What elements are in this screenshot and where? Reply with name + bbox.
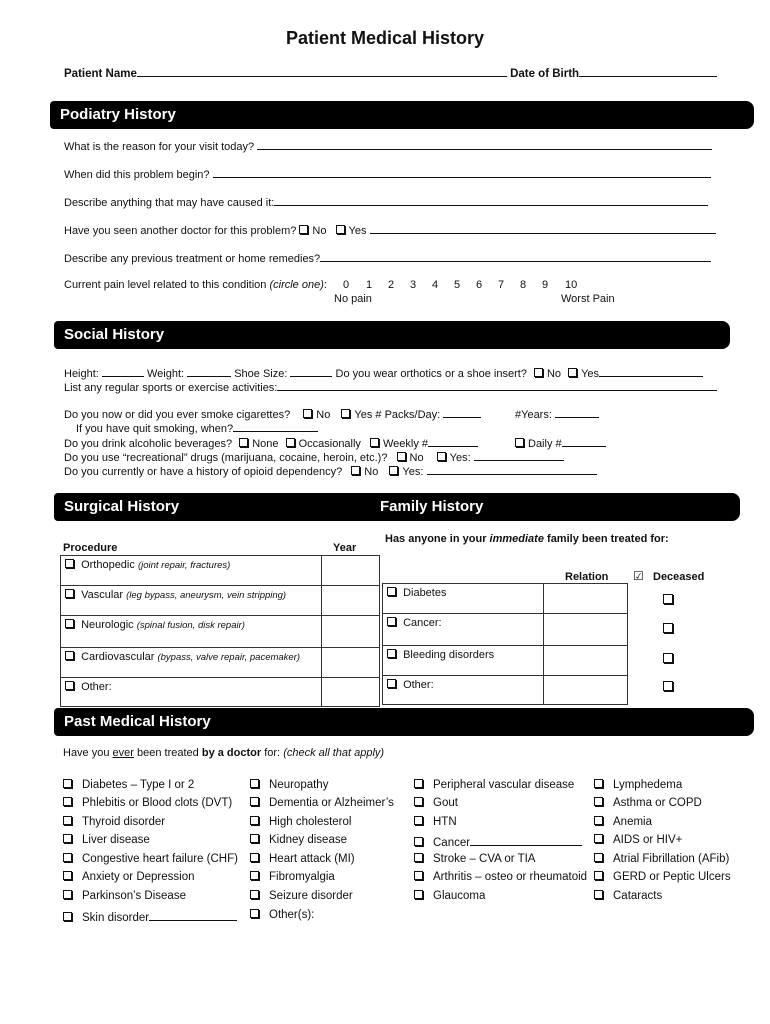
surgical-row xyxy=(61,616,380,648)
worst-pain-label: Worst Pain xyxy=(561,293,615,305)
pmh-checkbox[interactable] xyxy=(594,871,603,880)
pmh-item xyxy=(250,816,351,828)
pmh-checkbox[interactable] xyxy=(250,797,259,806)
pmh-item xyxy=(594,871,731,883)
pmh-checkbox[interactable] xyxy=(63,816,72,825)
pmh-checkbox[interactable] xyxy=(63,797,72,806)
alcohol-label: Do you drink alcoholic beverages? xyxy=(64,438,233,450)
pain-scale-2[interactable]: 2 xyxy=(388,279,395,291)
pmh-checkbox[interactable] xyxy=(594,797,603,806)
packs-field[interactable] xyxy=(443,406,481,418)
pain-scale-10[interactable]: 10 xyxy=(565,279,578,291)
surgical-hint: (bypass, valve repair, pacemaker) xyxy=(157,652,301,663)
pmh-item xyxy=(250,797,394,809)
pmh-intro: Have you ever been treated by a doctor for: (check all that apply) xyxy=(63,747,385,759)
pmh-label: HTN xyxy=(433,816,457,828)
pmh-checkbox[interactable] xyxy=(250,909,259,918)
alcohol-occasionally-checkbox[interactable] xyxy=(286,438,295,447)
pmh-item xyxy=(594,890,662,902)
pmh-checkbox[interactable] xyxy=(594,816,603,825)
alcohol-row xyxy=(64,435,478,450)
surgical-checkbox[interactable] xyxy=(65,589,74,598)
drugs-yes-checkbox[interactable] xyxy=(437,452,446,461)
surgical-year-cell[interactable] xyxy=(321,586,379,616)
pmh-checkbox[interactable] xyxy=(414,871,423,880)
pmh-label: Thyroid disorder xyxy=(82,816,166,828)
sports-label: List any regular sports or exercise activities: xyxy=(64,382,278,394)
deceased-column-header: Deceased xyxy=(653,571,705,583)
surgical-checkbox[interactable] xyxy=(65,681,74,690)
pmh-checkbox[interactable] xyxy=(594,853,603,862)
weight-field[interactable] xyxy=(187,365,231,377)
patient-name-row xyxy=(64,65,717,80)
pain-level-hint: (circle one) xyxy=(269,279,324,291)
years-label: #Years: xyxy=(515,409,552,421)
family-question: Has anyone in your immediate family been treated for: xyxy=(385,533,669,545)
family-row xyxy=(383,646,628,676)
quit-field[interactable] xyxy=(233,420,318,432)
surgical-hint: (leg bypass, aneurysm, vein stripping) xyxy=(126,590,287,601)
cause-field[interactable] xyxy=(274,194,708,206)
pmh-label: Cataracts xyxy=(613,890,663,902)
daily-row xyxy=(515,435,606,450)
other-doctor-field[interactable] xyxy=(370,222,716,234)
patient-name-label: Patient Name xyxy=(64,68,137,80)
family-relation-cell[interactable] xyxy=(543,646,627,676)
height-label: Height: xyxy=(64,368,99,380)
smoke-yes-checkbox[interactable] xyxy=(341,409,350,418)
alcohol-weekly-checkbox[interactable] xyxy=(370,438,379,447)
surgical-year-cell[interactable] xyxy=(321,616,379,648)
family-condition-cell xyxy=(383,676,544,705)
pmh-checkbox[interactable] xyxy=(63,871,72,880)
pmh-label: Anemia xyxy=(613,816,652,828)
orthotics-no-checkbox[interactable] xyxy=(534,368,543,377)
alcohol-daily-checkbox[interactable] xyxy=(515,438,524,447)
deceased-check-icon: ☑ xyxy=(633,569,644,583)
surgical-label: Neurologic xyxy=(81,619,137,631)
other-doctor-no-checkbox[interactable] xyxy=(299,225,308,234)
quit-label: If you have quit smoking, when? xyxy=(76,423,234,435)
no-label: No xyxy=(312,225,327,237)
deceased-checkbox[interactable] xyxy=(663,594,673,604)
year-column-header: Year xyxy=(333,542,357,554)
no-label: No xyxy=(316,409,331,421)
pmh-heading: Past Medical History xyxy=(54,708,754,736)
pain-scale-6[interactable]: 6 xyxy=(476,279,483,291)
yes-label: Yes xyxy=(581,368,600,380)
daily-field[interactable] xyxy=(562,435,606,447)
years-field[interactable] xyxy=(555,406,599,418)
family-label: Cancer: xyxy=(403,617,442,629)
dob-label: Date of Birth xyxy=(510,68,580,80)
pmh-item xyxy=(63,890,186,902)
visit-reason-field[interactable] xyxy=(257,138,712,150)
yes-label: Yes: xyxy=(402,466,424,478)
pmh-checkbox[interactable] xyxy=(414,837,423,846)
pmh-item xyxy=(250,779,328,791)
treatment-field[interactable] xyxy=(320,250,711,262)
pmh-checkbox[interactable] xyxy=(63,834,72,843)
family-checkbox[interactable] xyxy=(387,617,396,626)
surgical-procedure-cell xyxy=(61,678,322,707)
cause-row xyxy=(64,194,708,209)
pmh-label: Cancer xyxy=(433,837,471,849)
surgical-label: Vascular xyxy=(81,589,127,601)
pmh-item xyxy=(250,909,314,921)
pmh-label: Diabetes – Type I or 2 xyxy=(82,779,195,791)
family-relation-cell[interactable] xyxy=(543,584,627,614)
surgical-year-cell[interactable] xyxy=(321,648,379,678)
none-label: None xyxy=(252,438,279,450)
surgical-label: Orthopedic xyxy=(81,559,138,571)
pain-level-row: Current pain level related to this condition (circle one): xyxy=(64,279,327,291)
family-condition-cell xyxy=(383,646,544,676)
weight-label: Weight: xyxy=(146,368,185,380)
family-label: Diabetes xyxy=(403,587,447,599)
pain-level-label: Current pain level related to this condition xyxy=(64,279,267,291)
pmh-item xyxy=(594,834,682,846)
patient-name-field[interactable] xyxy=(137,65,507,77)
family-checkbox[interactable] xyxy=(387,649,396,658)
pmh-checkbox[interactable] xyxy=(250,853,259,862)
pmh-specify-field[interactable] xyxy=(470,834,582,846)
smoke-label: Do you now or did you ever smoke cigarettes? xyxy=(64,409,291,421)
pmh-item xyxy=(63,834,150,846)
pmh-item xyxy=(414,871,587,883)
yes-label: Yes: xyxy=(449,452,471,464)
deceased-checkbox[interactable] xyxy=(663,681,673,691)
pmh-item xyxy=(63,871,195,883)
opioid-no-checkbox[interactable] xyxy=(351,466,360,475)
cause-label: Describe anything that may have caused it: xyxy=(64,197,275,209)
measurements-row xyxy=(64,365,703,380)
pain-scale-8[interactable]: 8 xyxy=(520,279,527,291)
pmh-checkbox[interactable] xyxy=(250,834,259,843)
pmh-label: Congestive heart failure (CHF) xyxy=(82,853,238,865)
surgical-checkbox[interactable] xyxy=(65,619,74,628)
pmh-checkbox[interactable] xyxy=(414,853,423,862)
pain-scale-0[interactable]: 0 xyxy=(343,279,350,291)
pmh-checkbox[interactable] xyxy=(250,871,259,880)
treatment-label: Describe any previous treatment or home remedies? xyxy=(64,253,321,265)
surgical-procedure-cell xyxy=(61,586,322,616)
pmh-item xyxy=(250,871,335,883)
pmh-label: Parkinson’s Disease xyxy=(82,890,186,902)
drugs-field[interactable] xyxy=(474,449,564,461)
pain-scale-7[interactable]: 7 xyxy=(498,279,505,291)
pmh-item xyxy=(63,853,238,865)
drugs-row xyxy=(64,449,564,464)
weekly-label: Weekly # xyxy=(383,438,429,450)
pmh-item xyxy=(414,779,574,791)
pmh-label: Anxiety or Depression xyxy=(82,871,195,883)
opioid-row xyxy=(64,463,597,478)
orthotics-label: Do you wear orthotics or a shoe insert? xyxy=(335,368,527,380)
surgical-row xyxy=(61,678,380,707)
pmh-checkbox[interactable] xyxy=(63,890,72,899)
daily-label: Daily # xyxy=(528,438,562,450)
pmh-item xyxy=(414,797,458,809)
other-doctor-yes-checkbox[interactable] xyxy=(336,225,345,234)
family-table xyxy=(382,583,628,705)
pain-scale-9[interactable]: 9 xyxy=(542,279,549,291)
pmh-label: Atrial Fibrillation (AFib) xyxy=(613,853,730,865)
pmh-checkbox[interactable] xyxy=(594,834,603,843)
pmh-checkbox[interactable] xyxy=(250,779,259,788)
pmh-label: Kidney disease xyxy=(269,834,347,846)
pmh-label: Arthritis – osteo or rheumatoid xyxy=(433,871,588,883)
podiatry-heading: Podiatry History xyxy=(50,101,754,129)
surgical-checkbox[interactable] xyxy=(65,559,74,568)
social-heading: Social History xyxy=(54,321,730,349)
sports-field[interactable] xyxy=(277,379,717,391)
pmh-label: Neuropathy xyxy=(269,779,329,791)
no-label: No xyxy=(409,452,424,464)
smoke-row xyxy=(64,406,481,421)
family-condition-cell xyxy=(383,584,544,614)
pain-scale-4[interactable]: 4 xyxy=(432,279,439,291)
pmh-checkbox[interactable] xyxy=(414,779,423,788)
occasionally-label: Occasionally xyxy=(298,438,361,450)
no-label: No xyxy=(364,466,379,478)
family-checkbox[interactable] xyxy=(387,587,396,596)
pmh-item xyxy=(594,779,682,791)
pmh-label: Seizure disorder xyxy=(269,890,353,902)
treatment-row xyxy=(64,250,711,265)
no-pain-label: No pain xyxy=(334,293,372,305)
pmh-checkbox[interactable] xyxy=(63,779,72,788)
surgical-row xyxy=(61,556,380,586)
pmh-item xyxy=(250,853,355,865)
family-label: Bleeding disorders xyxy=(403,649,495,661)
pmh-label: Stroke – CVA or TIA xyxy=(433,853,536,865)
height-field[interactable] xyxy=(102,365,144,377)
visit-reason-row xyxy=(64,138,712,153)
pain-scale-5[interactable]: 5 xyxy=(454,279,461,291)
family-row xyxy=(383,614,628,646)
pmh-label: Other(s): xyxy=(269,909,315,921)
pmh-checkbox[interactable] xyxy=(414,797,423,806)
pmh-item xyxy=(63,779,194,791)
drugs-no-checkbox[interactable] xyxy=(397,452,406,461)
pmh-item xyxy=(594,797,702,809)
surgical-hint: (joint repair, fractures) xyxy=(137,560,231,571)
visit-reason-label: What is the reason for your visit today? xyxy=(64,141,255,153)
opioid-label: Do you currently or have a history of opioid dependency? xyxy=(64,466,343,478)
problem-begin-field[interactable] xyxy=(213,166,711,178)
yes-label: Yes xyxy=(348,225,367,237)
surgical-year-cell[interactable] xyxy=(321,556,379,586)
page-title: Patient Medical History xyxy=(285,28,485,48)
pmh-checkbox[interactable] xyxy=(594,890,603,899)
pmh-label: High cholesterol xyxy=(269,816,352,828)
pmh-item xyxy=(414,853,535,865)
drugs-label: Do you use “recreational” drugs (marijuana, cocaine, heroin, etc.)? xyxy=(64,452,388,464)
pmh-checkbox[interactable] xyxy=(63,912,72,921)
family-row xyxy=(383,676,628,705)
pmh-item xyxy=(63,909,237,924)
opioid-field[interactable] xyxy=(427,463,597,475)
pmh-label: Phlebitis or Blood clots (DVT) xyxy=(82,797,233,809)
pmh-checkbox[interactable] xyxy=(250,816,259,825)
other-doctor-row xyxy=(64,222,716,237)
pmh-label: Lymphedema xyxy=(613,779,683,791)
other-doctor-label: Have you seen another doctor for this problem? xyxy=(64,225,297,237)
dob-field[interactable] xyxy=(579,65,717,77)
opioid-yes-checkbox[interactable] xyxy=(389,466,398,475)
quit-row xyxy=(76,420,318,435)
family-relation-cell[interactable] xyxy=(543,614,627,646)
pain-scale-1[interactable]: 1 xyxy=(366,279,373,291)
family-heading: Family History xyxy=(378,493,740,521)
weekly-field[interactable] xyxy=(428,435,478,447)
pmh-specify-field[interactable] xyxy=(149,909,237,921)
pmh-item xyxy=(250,890,353,902)
pmh-label: Gout xyxy=(433,797,458,809)
surgical-label: Cardiovascular xyxy=(81,651,158,663)
pain-scale-3[interactable]: 3 xyxy=(410,279,417,291)
shoe-size-field[interactable] xyxy=(290,365,332,377)
pmh-item xyxy=(414,816,457,828)
pmh-label: Asthma or COPD xyxy=(613,797,702,809)
pmh-item xyxy=(594,816,652,828)
pmh-item xyxy=(63,816,165,828)
sports-row xyxy=(64,379,717,394)
family-label: Other: xyxy=(403,679,434,691)
pmh-checkbox[interactable] xyxy=(63,853,72,862)
pmh-checkbox[interactable] xyxy=(414,890,423,899)
surgical-procedure-cell xyxy=(61,648,322,678)
pmh-label: Heart attack (MI) xyxy=(269,853,355,865)
surgical-hint: (spinal fusion, disk repair) xyxy=(136,620,245,631)
pmh-checkbox[interactable] xyxy=(414,816,423,825)
relation-column-header: Relation xyxy=(565,571,609,583)
pmh-item xyxy=(414,890,485,902)
pmh-label: Fibromyalgia xyxy=(269,871,335,883)
pmh-item xyxy=(594,853,729,865)
pmh-label: Skin disorder xyxy=(82,912,150,924)
family-row xyxy=(383,584,628,614)
pmh-label: GERD or Peptic Ulcers xyxy=(613,871,731,883)
pmh-label: Glaucoma xyxy=(433,890,486,902)
surgical-procedure-cell xyxy=(61,616,322,648)
family-relation-cell[interactable] xyxy=(543,676,627,705)
pmh-item xyxy=(250,834,347,846)
deceased-checkbox[interactable] xyxy=(663,653,673,663)
surgical-label: Other: xyxy=(81,681,112,693)
orthotics-yes-checkbox[interactable] xyxy=(568,368,577,377)
surgical-year-cell[interactable] xyxy=(321,678,379,707)
packs-label: Yes # Packs/Day: xyxy=(354,409,441,421)
family-condition-cell xyxy=(383,614,544,646)
problem-begin-label: When did this problem begin? xyxy=(64,169,210,181)
alcohol-none-checkbox[interactable] xyxy=(239,438,248,447)
years-row xyxy=(515,406,599,421)
surgical-row xyxy=(61,648,380,678)
pmh-item xyxy=(63,797,232,809)
pmh-label: Dementia or Alzheimer’s xyxy=(269,797,394,809)
pmh-checkbox[interactable] xyxy=(594,779,603,788)
family-checkbox[interactable] xyxy=(387,679,396,688)
pmh-label: AIDS or HIV+ xyxy=(613,834,683,846)
surgical-heading: Surgical History xyxy=(54,493,384,521)
surgical-procedure-cell xyxy=(61,556,322,586)
pmh-label: Peripheral vascular disease xyxy=(433,779,575,791)
pmh-label: Liver disease xyxy=(82,834,150,846)
procedure-column-header: Procedure xyxy=(63,542,118,554)
orthotics-field[interactable] xyxy=(599,365,703,377)
pmh-item xyxy=(414,834,582,849)
surgical-row xyxy=(61,586,380,616)
surgical-checkbox[interactable] xyxy=(65,651,74,660)
no-label: No xyxy=(546,368,562,380)
smoke-no-checkbox[interactable] xyxy=(303,409,312,418)
pmh-checkbox[interactable] xyxy=(250,890,259,899)
shoe-size-label: Shoe Size: xyxy=(234,368,288,380)
problem-begin-row xyxy=(64,166,711,181)
deceased-checkbox[interactable] xyxy=(663,623,673,633)
surgical-table xyxy=(60,555,380,707)
